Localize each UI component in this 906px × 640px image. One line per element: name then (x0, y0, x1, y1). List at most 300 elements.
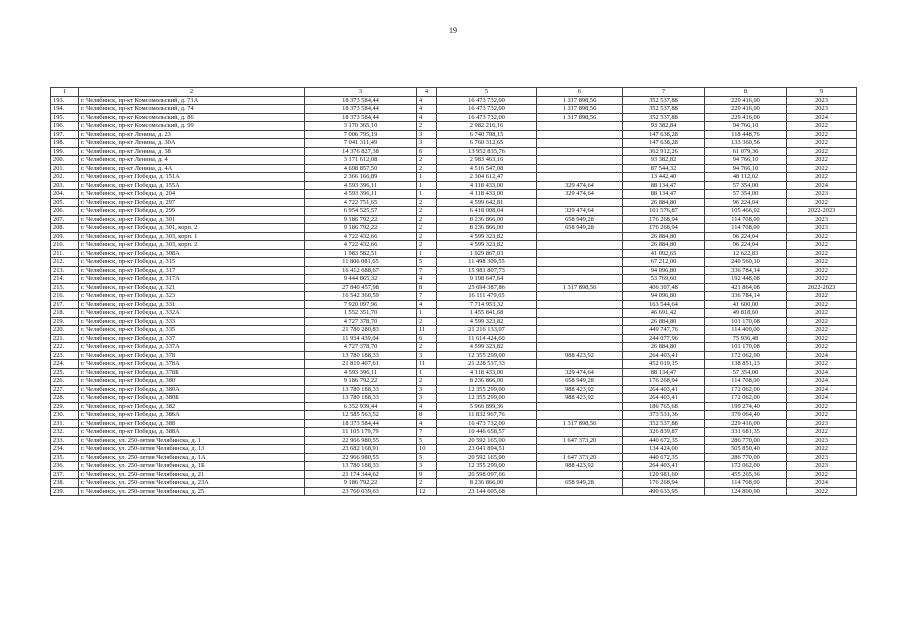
value-d-cell: 286 770,00 (705, 453, 787, 462)
count-cell: 4 (417, 300, 437, 309)
total-cost-cell: 6 954 525,57 (305, 207, 417, 216)
table-row (51, 181, 857, 190)
table-row (51, 147, 857, 156)
value-d-cell: 12 622,83 (705, 249, 787, 258)
total-cost-cell: 2 366 166,89 (305, 173, 417, 182)
table-row (51, 275, 857, 284)
value-c-cell: 186 765,68 (623, 402, 705, 411)
count-cell: 8 (417, 283, 437, 292)
count-cell: 7 (417, 266, 437, 275)
value-a-cell: 8 236 866,00 (437, 479, 537, 488)
address-cell: г. Челябинск, ул. 250-летия Челябинска, д. 21 (79, 470, 305, 479)
value-a-cell: 25 694 387,86 (437, 283, 537, 292)
year-cell: 2022 (787, 164, 857, 173)
row-number: 228. (51, 394, 79, 403)
address-cell: г. Челябинск, пр-кт Ленина, д. 4А (79, 164, 305, 173)
row-number: 225. (51, 368, 79, 377)
value-d-cell: 114 708,00 (705, 224, 787, 233)
value-c-cell: 134 424,00 (623, 445, 705, 454)
value-d-cell: 192 448,08 (705, 275, 787, 284)
value-b-cell (537, 198, 623, 207)
value-a-cell: 4 118 433,00 (437, 190, 537, 199)
count-cell: 2 (417, 377, 437, 386)
value-d-cell: 96 224,04 (705, 198, 787, 207)
year-cell: 2022 (787, 487, 857, 496)
value-c-cell: 88 134,47 (623, 368, 705, 377)
table-row (51, 360, 857, 369)
row-number: 200. (51, 156, 79, 165)
address-cell: г. Челябинск, пр-кт Ленина, д. 23 (79, 130, 305, 139)
address-cell: г. Челябинск, пр-кт Победы, д. 331 (79, 300, 305, 309)
total-cost-cell: 23 760 039,63 (305, 487, 417, 496)
total-cost-cell: 9 186 792,22 (305, 224, 417, 233)
value-c-cell: 93 382,84 (623, 122, 705, 131)
total-cost-cell: 4 593 396,11 (305, 190, 417, 199)
value-a-cell: 16 473 732,00 (437, 113, 537, 122)
value-a-cell: 4 599 323,82 (437, 343, 537, 352)
total-cost-cell: 6 352 939,44 (305, 402, 417, 411)
year-cell: 2022-2023 (787, 283, 857, 292)
year-cell: 2024 (787, 385, 857, 394)
total-cost-cell: 22 966 980,55 (305, 436, 417, 445)
value-c-cell: 163 544,64 (623, 300, 705, 309)
value-c-cell: 352 537,88 (623, 113, 705, 122)
value-b-cell: 1 647 373,20 (537, 436, 623, 445)
count-cell: 6 (417, 147, 437, 156)
year-cell: 2023 (787, 96, 857, 105)
value-a-cell: 8 236 866,00 (437, 377, 537, 386)
total-cost-cell: 9 186 792,22 (305, 479, 417, 488)
row-number: 197. (51, 130, 79, 139)
value-a-cell: 2 304 612,47 (437, 173, 537, 182)
total-cost-cell: 4 698 857,50 (305, 164, 417, 173)
value-a-cell: 16 111 479,65 (437, 292, 537, 301)
address-cell: г. Челябинск, пр-кт Победы, д. 321 (79, 283, 305, 292)
value-a-cell: 11 498 309,55 (437, 258, 537, 267)
value-d-cell: 94 766,10 (705, 156, 787, 165)
total-cost-cell: 3 171 612,08 (305, 156, 417, 165)
year-cell: 2022 (787, 470, 857, 479)
row-number: 199. (51, 147, 79, 156)
value-d-cell: 114 708,00 (705, 377, 787, 386)
row-number: 211. (51, 249, 79, 258)
year-cell: 2022 (787, 241, 857, 250)
count-cell: 1 (417, 173, 437, 182)
total-cost-cell: 1 552 351,70 (305, 309, 417, 318)
value-c-cell: 94 096,80 (623, 292, 705, 301)
total-cost-cell: 21 819 407,61 (305, 360, 417, 369)
row-number: 213. (51, 266, 79, 275)
total-cost-cell: 7 920 097,96 (305, 300, 417, 309)
column-header: 6 (537, 88, 623, 97)
year-cell: 2024 (787, 181, 857, 190)
value-c-cell: 352 537,88 (623, 419, 705, 428)
table-row (51, 436, 857, 445)
total-cost-cell: 7 006 795,19 (305, 130, 417, 139)
table-row (51, 368, 857, 377)
table-row (51, 334, 857, 343)
value-b-cell (537, 164, 623, 173)
table-row (51, 462, 857, 471)
value-d-cell: 101 170,08 (705, 317, 787, 326)
value-c-cell: 244 077,96 (623, 334, 705, 343)
count-cell: 11 (417, 326, 437, 335)
total-cost-cell: 11 934 439,04 (305, 334, 417, 343)
total-cost-cell: 13 780 188,33 (305, 351, 417, 360)
total-cost-cell: 18 373 584,44 (305, 113, 417, 122)
value-d-cell: 49 818,60 (705, 309, 787, 318)
value-b-cell (537, 139, 623, 148)
table-row (51, 479, 857, 488)
year-cell: 2022 (787, 309, 857, 318)
table-row (51, 232, 857, 241)
total-cost-cell: 23 682 168,91 (305, 445, 417, 454)
address-cell: г. Челябинск, пр-кт Победы, д. 299 (79, 207, 305, 216)
table-row (51, 241, 857, 250)
value-c-cell: 440 672,35 (623, 453, 705, 462)
address-cell: г. Челябинск, пр-кт Победы, д. 308А (79, 249, 305, 258)
value-d-cell: 229 416,00 (705, 96, 787, 105)
value-c-cell: 176 268,94 (623, 479, 705, 488)
value-a-cell: 20 592 165,00 (437, 436, 537, 445)
count-cell: 5 (417, 258, 437, 267)
count-cell: 2 (417, 207, 437, 216)
value-c-cell: 120 981,60 (623, 470, 705, 479)
value-c-cell: 406 307,48 (623, 283, 705, 292)
value-d-cell: 75 936,48 (705, 334, 787, 343)
address-cell: г. Челябинск, пр-кт Комсомольский, д. 74 (79, 105, 305, 114)
year-cell: 2022-2023 (787, 207, 857, 216)
table-row (51, 343, 857, 352)
value-b-cell (537, 258, 623, 267)
table-row (51, 130, 857, 139)
total-cost-cell: 12 585 563,52 (305, 411, 417, 420)
count-cell: 2 (417, 215, 437, 224)
table-row (51, 394, 857, 403)
row-number: 204. (51, 190, 79, 199)
year-cell: 2024 (787, 113, 857, 122)
value-b-cell: 988 423,92 (537, 394, 623, 403)
value-a-cell: 4 118 433,00 (437, 181, 537, 190)
value-d-cell: 331 681,35 (705, 428, 787, 437)
value-a-cell: 4 599 323,82 (437, 241, 537, 250)
table-row (51, 96, 857, 105)
value-c-cell: 352 537,88 (623, 96, 705, 105)
value-d-cell: 172 062,00 (705, 462, 787, 471)
table-row (51, 283, 857, 292)
table-row (51, 309, 857, 318)
table-row (51, 326, 857, 335)
address-cell: г. Челябинск, пр-кт Победы, д. 317А (79, 275, 305, 284)
value-c-cell: 176 268,94 (623, 377, 705, 386)
value-b-cell (537, 360, 623, 369)
year-cell: 2022 (787, 275, 857, 284)
value-d-cell: 172 062,00 (705, 385, 787, 394)
row-number: 234. (51, 445, 79, 454)
value-b-cell (537, 487, 623, 496)
value-b-cell (537, 428, 623, 437)
year-cell: 2022 (787, 258, 857, 267)
table-row (51, 258, 857, 267)
address-cell: г. Челябинск, ул. 250-летия Челябинска, д. 1А (79, 453, 305, 462)
value-a-cell: 2 983 463,16 (437, 156, 537, 165)
address-cell: г. Челябинск, пр-кт Победы, д. 380Б (79, 394, 305, 403)
count-cell: 6 (417, 334, 437, 343)
count-cell: 2 (417, 122, 437, 131)
count-cell: 2 (417, 317, 437, 326)
total-cost-cell: 18 373 584,44 (305, 96, 417, 105)
total-cost-cell: 18 373 584,44 (305, 419, 417, 428)
table-row (51, 385, 857, 394)
value-b-cell: 658 949,28 (537, 377, 623, 386)
value-a-cell: 15 981 807,73 (437, 266, 537, 275)
table-body (51, 96, 857, 496)
value-c-cell: 452 019,15 (623, 360, 705, 369)
year-cell: 2022 (787, 122, 857, 131)
year-cell: 2022 (787, 343, 857, 352)
value-d-cell: 101 170,08 (705, 343, 787, 352)
total-cost-cell: 4 593 396,11 (305, 181, 417, 190)
row-number: 236. (51, 462, 79, 471)
value-a-cell: 4 599 323,82 (437, 232, 537, 241)
value-c-cell: 26 884,80 (623, 232, 705, 241)
table-row (51, 105, 857, 114)
page-number: 19 (449, 26, 457, 35)
count-cell: 3 (417, 130, 437, 139)
table-row (51, 351, 857, 360)
value-d-cell: 336 784,14 (705, 292, 787, 301)
value-b-cell (537, 411, 623, 420)
value-c-cell: 88 134,47 (623, 190, 705, 199)
row-number: 208. (51, 224, 79, 233)
table-row (51, 453, 857, 462)
row-number: 210. (51, 241, 79, 250)
year-cell: 2022 (787, 402, 857, 411)
value-c-cell: 26 884,80 (623, 241, 705, 250)
row-number: 227. (51, 385, 79, 394)
column-header: 2 (79, 88, 305, 97)
count-cell: 1 (417, 368, 437, 377)
table-row (51, 266, 857, 275)
value-d-cell: 229 416,00 (705, 105, 787, 114)
table-row (51, 249, 857, 258)
value-b-cell: 988 423,92 (537, 462, 623, 471)
value-b-cell (537, 232, 623, 241)
address-cell: г. Челябинск, пр-кт Победы, д. 378 (79, 351, 305, 360)
value-c-cell: 67 212,00 (623, 258, 705, 267)
count-cell: 2 (417, 156, 437, 165)
year-cell: 2022 (787, 266, 857, 275)
address-cell: г. Челябинск, пр-кт Ленина, д. 4 (79, 156, 305, 165)
address-cell: г. Челябинск, пр-кт Победы, д. 151А (79, 173, 305, 182)
row-number: 207. (51, 215, 79, 224)
row-number: 205. (51, 198, 79, 207)
year-cell: 2022 (787, 130, 857, 139)
value-b-cell (537, 317, 623, 326)
year-cell: 2024 (787, 394, 857, 403)
value-b-cell (537, 130, 623, 139)
value-a-cell: 16 473 732,00 (437, 96, 537, 105)
year-cell: 2022 (787, 232, 857, 241)
count-cell: 2 (417, 224, 437, 233)
address-cell: г. Челябинск, ул. 250-летия Челябинска, д. 25 (79, 487, 305, 496)
count-cell: 2 (417, 198, 437, 207)
count-cell: 2 (417, 479, 437, 488)
year-cell: 2023 (787, 453, 857, 462)
value-c-cell: 26 884,80 (623, 317, 705, 326)
table-row (51, 122, 857, 131)
table-row (51, 470, 857, 479)
value-d-cell: 118 448,76 (705, 130, 787, 139)
value-b-cell (537, 309, 623, 318)
column-header: 9 (787, 88, 857, 97)
address-cell: г. Челябинск, пр-кт Победы, д. 380 (79, 377, 305, 386)
address-cell: г. Челябинск, пр-кт Победы, д. 301 (79, 215, 305, 224)
row-number: 206. (51, 207, 79, 216)
total-cost-cell: 21 780 280,83 (305, 326, 417, 335)
address-cell: г. Челябинск, пр-кт Комсомольский, д. 99 (79, 122, 305, 131)
column-header: 4 (417, 88, 437, 97)
count-cell: 4 (417, 275, 437, 284)
value-d-cell: 240 560,10 (705, 258, 787, 267)
address-cell: г. Челябинск, пр-кт Победы, д. 380А (79, 385, 305, 394)
total-cost-cell: 3 170 365,10 (305, 122, 417, 131)
value-a-cell: 23 144 605,68 (437, 487, 537, 496)
table-row (51, 224, 857, 233)
value-a-cell: 4 599 323,82 (437, 317, 537, 326)
total-cost-cell: 9 444 865,32 (305, 275, 417, 284)
value-d-cell: 114 708,00 (705, 215, 787, 224)
count-cell: 3 (417, 462, 437, 471)
row-number: 201. (51, 164, 79, 173)
count-cell: 5 (417, 436, 437, 445)
value-a-cell: 6 740 708,15 (437, 130, 537, 139)
value-b-cell (537, 445, 623, 454)
year-cell: 2022 (787, 300, 857, 309)
value-b-cell: 988 423,92 (537, 385, 623, 394)
row-number: 215. (51, 283, 79, 292)
year-cell: 2022 (787, 428, 857, 437)
row-number: 193. (51, 96, 79, 105)
value-c-cell: 264 403,41 (623, 462, 705, 471)
value-b-cell: 329 474,64 (537, 190, 623, 199)
address-cell: г. Челябинск, пр-кт Ленина, д. 38 (79, 147, 305, 156)
table-row (51, 402, 857, 411)
year-cell: 2022 (787, 317, 857, 326)
row-number: 224. (51, 360, 79, 369)
count-cell: 4 (417, 105, 437, 114)
value-c-cell: 53 769,60 (623, 275, 705, 284)
value-d-cell: 229 416,00 (705, 113, 787, 122)
value-a-cell: 13 952 835,76 (437, 147, 537, 156)
address-cell: г. Челябинск, ул. 250-летия Челябинска, д. 13 (79, 445, 305, 454)
value-a-cell: 1 455 841,68 (437, 309, 537, 318)
total-cost-cell: 1 983 582,51 (305, 249, 417, 258)
value-d-cell: 57 354,00 (705, 368, 787, 377)
value-b-cell: 329 474,64 (537, 181, 623, 190)
value-c-cell: 87 544,32 (623, 164, 705, 173)
address-cell: г. Челябинск, пр-кт Победы, д. 378А (79, 360, 305, 369)
count-cell: 1 (417, 309, 437, 318)
value-d-cell: 172 062,00 (705, 394, 787, 403)
address-cell: г. Челябинск, ул. 250-летия Челябинска, д. 1Б (79, 462, 305, 471)
table-row (51, 207, 857, 216)
total-cost-cell: 13 780 188,33 (305, 394, 417, 403)
value-c-cell: 440 672,35 (623, 436, 705, 445)
count-cell: 10 (417, 445, 437, 454)
year-cell: 2022 (787, 173, 857, 182)
year-cell: 2022 (787, 360, 857, 369)
row-number: 219. (51, 317, 79, 326)
value-a-cell: 12 355 299,00 (437, 462, 537, 471)
total-cost-cell: 4 727 378,70 (305, 317, 417, 326)
value-a-cell: 12 355 299,00 (437, 385, 537, 394)
table-row (51, 428, 857, 437)
value-c-cell: 88 134,47 (623, 181, 705, 190)
value-d-cell: 94 766,10 (705, 122, 787, 131)
table-row (51, 215, 857, 224)
value-b-cell (537, 266, 623, 275)
value-d-cell: 94 766,10 (705, 164, 787, 173)
total-cost-cell: 22 966 980,55 (305, 453, 417, 462)
address-cell: г. Челябинск, пр-кт Победы, д. 333 (79, 317, 305, 326)
value-c-cell: 147 638,28 (623, 139, 705, 148)
value-b-cell (537, 334, 623, 343)
column-header: 8 (705, 88, 787, 97)
value-a-cell: 20 598 097,66 (437, 470, 537, 479)
total-cost-cell: 18 373 584,44 (305, 105, 417, 114)
address-cell: г. Челябинск, пр-кт Победы, д. 332А (79, 309, 305, 318)
count-cell: 3 (417, 351, 437, 360)
value-d-cell: 138 851,13 (705, 360, 787, 369)
value-c-cell: 264 403,41 (623, 385, 705, 394)
value-c-cell: 373 531,36 (623, 411, 705, 420)
count-cell: 2 (417, 164, 437, 173)
value-c-cell: 352 537,88 (623, 105, 705, 114)
year-cell: 2024 (787, 377, 857, 386)
address-cell: г. Челябинск, пр-кт Победы, д. 382 (79, 402, 305, 411)
column-header: 3 (305, 88, 417, 97)
count-cell: 3 (417, 139, 437, 148)
value-c-cell: 26 884,80 (623, 343, 705, 352)
address-cell: г. Челябинск, пр-кт Победы, д. 323 (79, 292, 305, 301)
row-number: 239. (51, 487, 79, 496)
year-cell: 2023 (787, 462, 857, 471)
count-cell: 1 (417, 249, 437, 258)
header-row (51, 88, 857, 97)
value-c-cell: 326 839,87 (623, 428, 705, 437)
value-b-cell: 1 317 898,56 (537, 419, 623, 428)
value-a-cell: 4 118 433,00 (437, 368, 537, 377)
address-cell: г. Челябинск, ул. 250-летия Челябинска, д. 1 (79, 436, 305, 445)
address-cell: г. Челябинск, пр-кт Победы, д. 337А (79, 343, 305, 352)
value-a-cell: 12 355 299,00 (437, 351, 537, 360)
row-number: 212. (51, 258, 79, 267)
row-number: 235. (51, 453, 79, 462)
value-a-cell: 11 614 424,60 (437, 334, 537, 343)
value-b-cell (537, 275, 623, 284)
value-c-cell: 449 747,76 (623, 326, 705, 335)
value-a-cell: 8 236 866,00 (437, 224, 537, 233)
count-cell: 7 (417, 292, 437, 301)
row-number: 232. (51, 428, 79, 437)
year-cell: 2024 (787, 368, 857, 377)
year-cell: 2024 (787, 479, 857, 488)
count-cell: 4 (417, 419, 437, 428)
table-row (51, 164, 857, 173)
row-number: 209. (51, 232, 79, 241)
row-number: 222. (51, 343, 79, 352)
